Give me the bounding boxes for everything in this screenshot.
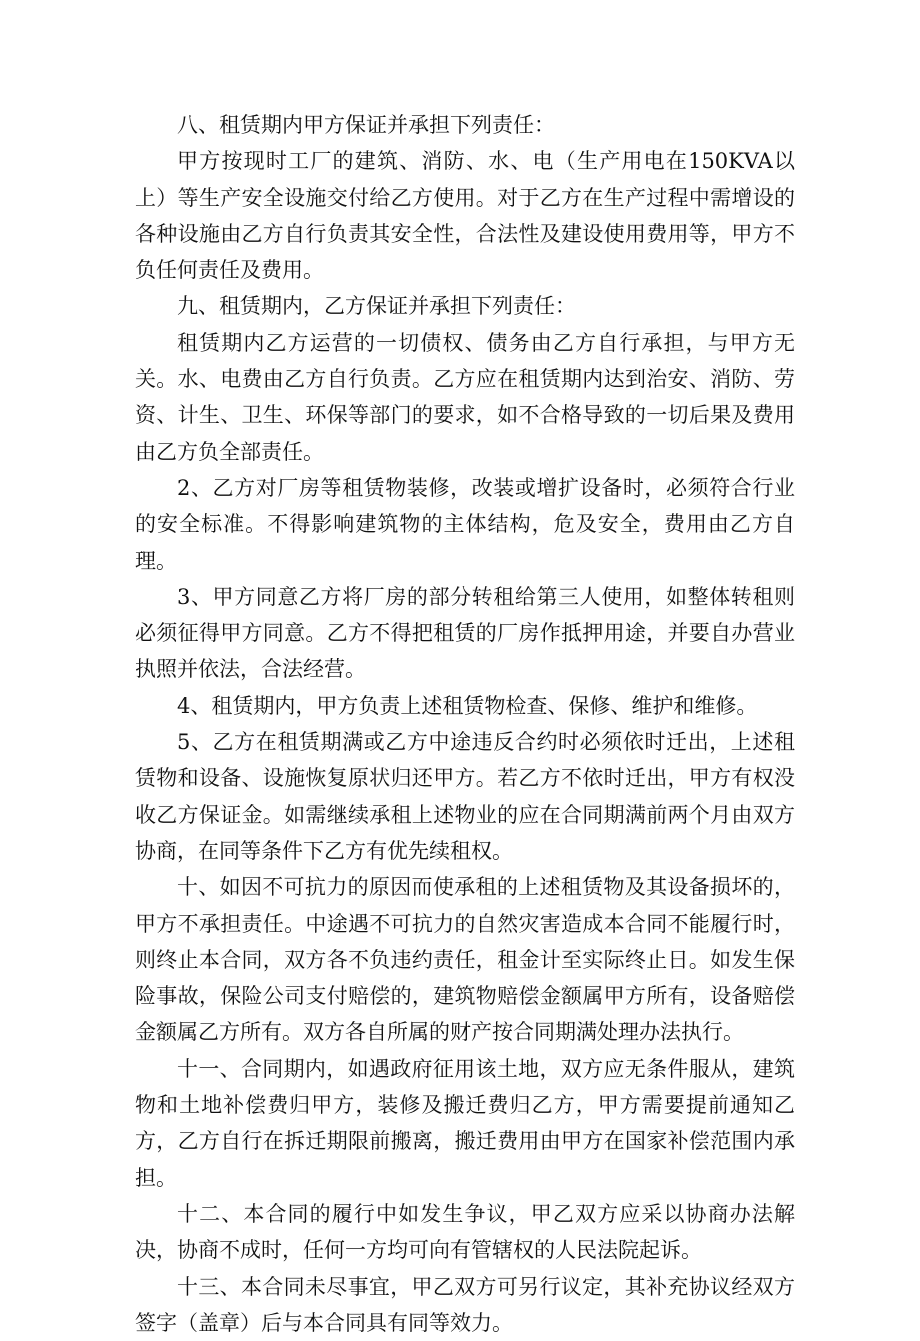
clause-8-heading: 八、租赁期内甲方保证并承担下列责任：	[135, 107, 795, 143]
clause-11: 十一、合同期内，如遇政府征用该土地，双方应无条件服从，建筑物和土地补偿费归甲方，装修及搬迁费归乙方，甲方需要提前通知乙方，乙方自行在拆迁期限前搬离，搬迁费用由甲方在国家补偿范围内承担。	[135, 1051, 795, 1196]
clause-9-item-4: 4、租赁期内，甲方负责上述租赁物检查、保修、维护和维修。	[135, 688, 795, 724]
clause-9-item-1: 租赁期内乙方运营的一切债权、债务由乙方自行承担，与甲方无关。水、电费由乙方自行负责。乙方应在租赁期内达到治安、消防、劳资、计生、卫生、环保等部门的要求，如不合格导致的一切后果及费用由乙方负全部责任。	[135, 325, 795, 470]
clause-9-item-3: 3、甲方同意乙方将厂房的部分转租给第三人使用，如整体转租则必须征得甲方同意。乙方不得把租赁的厂房作抵押用途，并要自办营业执照并依法，合法经营。	[135, 579, 795, 688]
clause-10: 十、如因不可抗力的原因而使承租的上述租赁物及其设备损坏的，甲方不承担责任。中途遇不可抗力的自然灾害造成本合同不能履行时，则终止本合同，双方各不负违约责任，租金计至实际终止日。如发生保险事故，保险公司支付赔偿的，建筑物赔偿金额属甲方所有，设备赔偿金额属乙方所有。双方各自所属的财产按合同期满处理办法执行。	[135, 869, 795, 1050]
clause-9-item-5: 5、乙方在租赁期满或乙方中途违反合约时必须依时迁出，上述租赁物和设备、设施恢复原状归还甲方。若乙方不依时迁出，甲方有权没收乙方保证金。如需继续承租上述物业的应在合同期满前两个月由双方协商，在同等条件下乙方有优先续租权。	[135, 724, 795, 869]
clause-9-item-2: 2、乙方对厂房等租赁物装修，改装或增扩设备时，必须符合行业的安全标准。不得影响建筑物的主体结构，危及安全，费用由乙方自理。	[135, 470, 795, 579]
clause-9-heading: 九、租赁期内，乙方保证并承担下列责任：	[135, 288, 795, 324]
document-body	[135, 107, 795, 1341]
clause-12: 十二、本合同的履行中如发生争议，甲乙双方应采以协商办法解决，协商不成时，任何一方均可向有管辖权的人民法院起诉。	[135, 1196, 795, 1269]
clause-8-content: 甲方按现时工厂的建筑、消防、水、电（生产用电在150KVA以上）等生产安全设施交付给乙方使用。对于乙方在生产过程中需增设的各种设施由乙方自行负责其安全性，合法性及建设使用费用等，甲方不负任何责任及费用。	[135, 143, 795, 288]
clause-13: 十三、本合同未尽事宜，甲乙双方可另行议定，其补充协议经双方签字（盖章）后与本合同具有同等效力。	[135, 1269, 795, 1341]
